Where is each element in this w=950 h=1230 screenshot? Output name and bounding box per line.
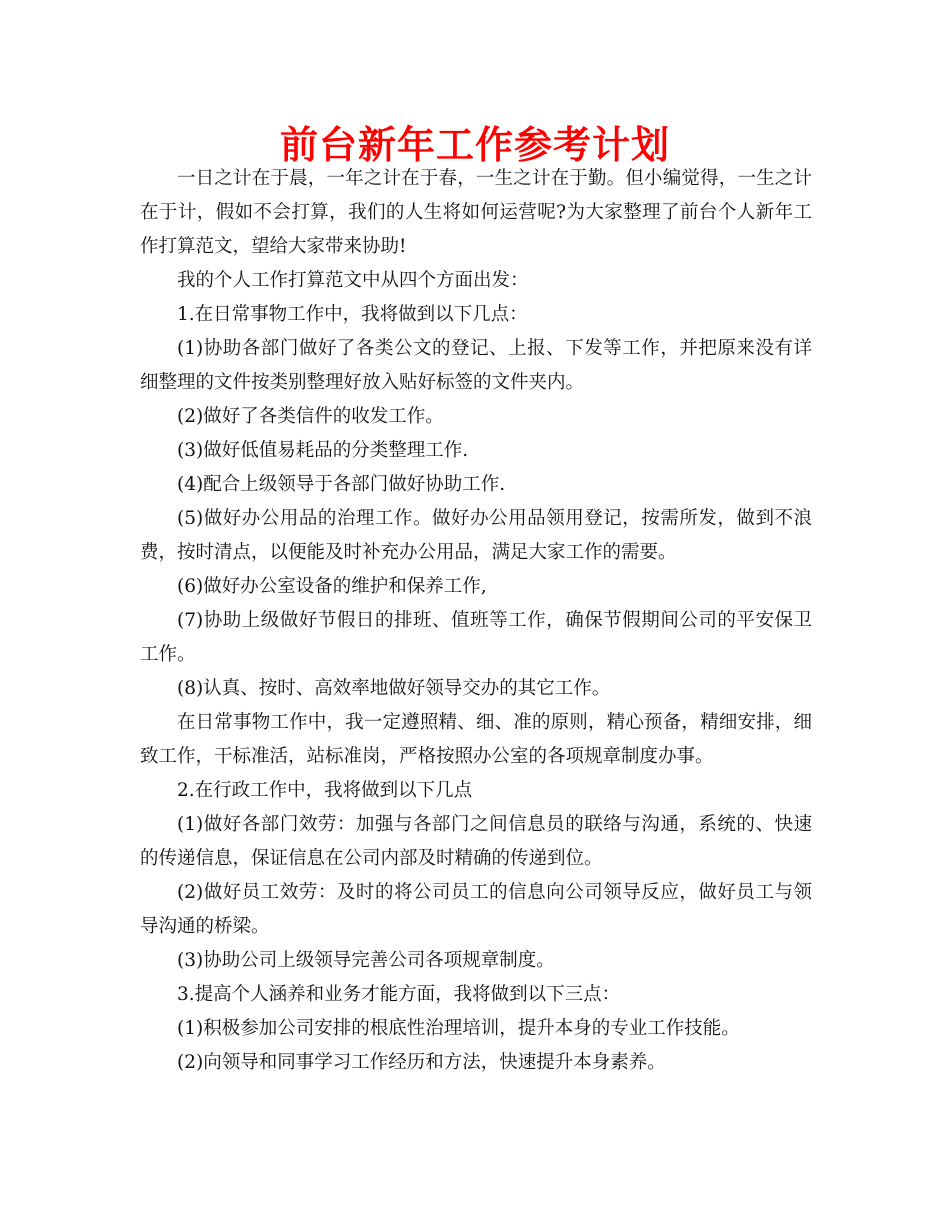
- section-heading: 2.在行政工作中，我将做到以下几点: [177, 780, 473, 801]
- list-item: (7)协助上级做好节假日的排班、值班等工作，确保节假期间公司的平安保卫工作。: [140, 610, 812, 665]
- list-item: (8)认真、按时、高效率地做好领导交办的其它工作。: [177, 678, 611, 699]
- document-title: 前台新年工作参考计划: [279, 123, 670, 167]
- list-item: (1)积极参加公司安排的根底性治理培训，提升本身的专业工作技能。: [177, 1018, 740, 1039]
- list-item: (1)做好各部门效劳：加强与各部门之间信息员的联络与沟通，系统的、快速的传递信息，保证信息在公司内部及时精确的传递到位。: [140, 814, 812, 869]
- paragraph: 一日之计在于晨，一年之计在于春，一生之计在于勤。但小编觉得，一生之计在于计，假如不会打算，我们的人生将如何运营呢?为大家整理了前台个人新年工作打算范文，望给大家带来协助!: [140, 168, 812, 257]
- section-heading: 3.提高个人涵养和业务才能方面，我将做到以下三点：: [177, 984, 621, 1005]
- list-item: (2)做好员工效劳：及时的将公司员工的信息向公司领导反应，做好员工与领导沟通的桥梁。: [140, 882, 812, 937]
- section-heading: 1.在日常事物工作中，我将做到以下几点：: [177, 304, 528, 325]
- paragraph: 我的个人工作打算范文中从四个方面出发：: [177, 270, 529, 291]
- document-body: [140, 162, 812, 1080]
- list-item: (1)协助各部门做好了各类公文的登记、上报、下发等工作，并把原来没有详细整理的文件按类别整理好放入贴好标签的文件夹内。: [140, 338, 812, 393]
- list-item: (6)做好办公室设备的维护和保养工作,: [177, 576, 487, 597]
- list-item: (2)向领导和同事学习工作经历和方法，快速提升本身素养。: [177, 1052, 666, 1073]
- list-item: (4)配合上级领导于各部门做好协助工作.: [177, 474, 506, 495]
- list-item: (2)做好了各类信件的收发工作。: [177, 406, 444, 427]
- list-item: (3)做好低值易耗品的分类整理工作.: [177, 440, 469, 461]
- list-item: (3)协助公司上级领导完善公司各项规章制度。: [177, 950, 555, 971]
- list-item: (5)做好办公用品的治理工作。做好办公用品领用登记，按需所发，做到不浪费，按时清点，以便能及时补充办公用品，满足大家工作的需要。: [140, 508, 812, 563]
- paragraph: 在日常事物工作中，我一定遵照精、细、准的原则，精心预备，精细安排，细致工作，干标准活，站标准岗，严格按照办公室的各项规章制度办事。: [140, 712, 812, 767]
